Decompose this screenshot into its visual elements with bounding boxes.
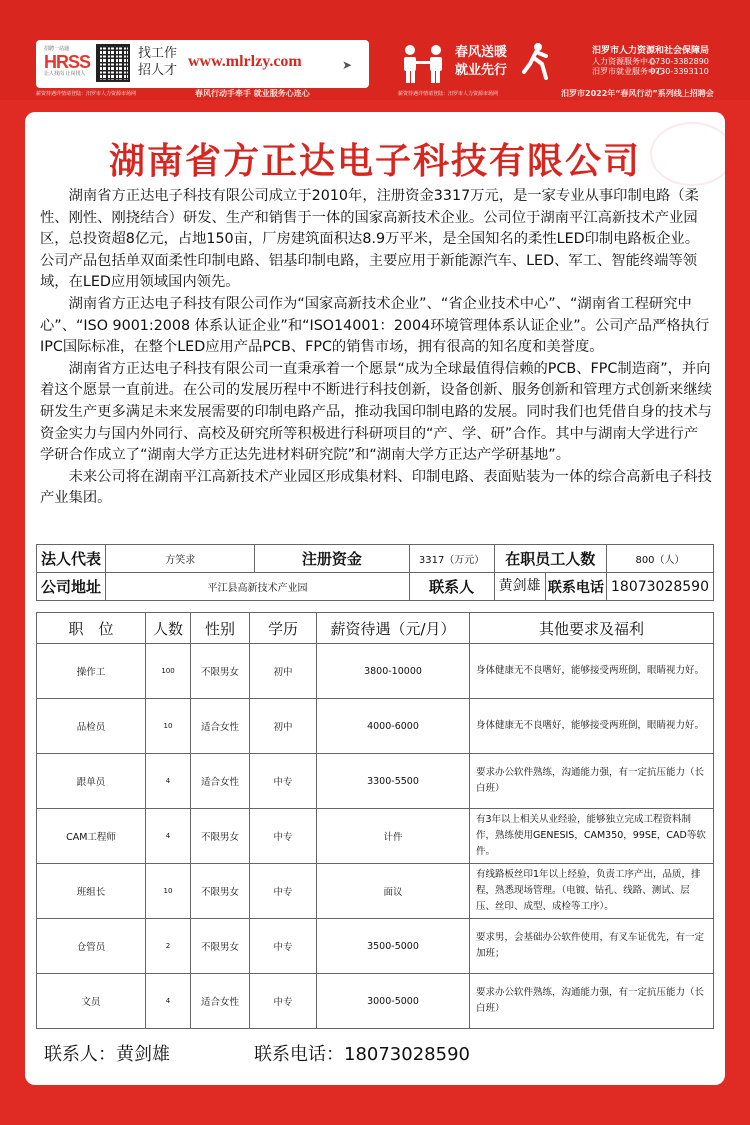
logo-small-text: 招聘一站通 xyxy=(44,46,70,52)
cursor-icon: ➤ xyxy=(342,58,353,72)
hrss-logo xyxy=(44,46,94,82)
col-header-gender: 性别 xyxy=(191,613,250,644)
job-salary: 3000-5000 xyxy=(317,974,470,1029)
contact-label: 联系人 xyxy=(409,573,494,601)
contact-cell xyxy=(494,573,606,601)
job-education: 中专 xyxy=(250,864,317,919)
logo-big-text: HRSS xyxy=(44,52,91,72)
job-requirements: 有3年以上相关从业经验，能够独立完成工程资料制作，熟练使用GENESIS，CAM350，99SE，CAD等软件。 xyxy=(470,809,714,864)
job-position: 文员 xyxy=(37,974,146,1029)
job-salary: 3500-5000 xyxy=(317,919,470,974)
job-education: 中专 xyxy=(250,754,317,809)
job-position: 仓管员 xyxy=(37,919,146,974)
job-position: CAM工程师 xyxy=(37,809,146,864)
job-gender: 适合女性 xyxy=(191,974,250,1029)
footer-contact xyxy=(44,1040,470,1066)
intro-paragraph: 湖南省方正达电子科技有限公司成立于2010年，注册资金3317万元，是一家专业从事印制电路（柔性、刚性、刚挠结合）研发、生产和销售于一体的国家高新技术企业。公司位于湖南平江高新技术产业园区，总投资超8亿元，占地150亩，厂房建筑面积达8.9万平米，是全国知名的柔性LED印制电路板企业。公司产品包括单双面柔性印制电路、铝基印制电路，主要应用于新能源汽车、LED、军工、智能终端等领域，在LED应用领域国内领先。 xyxy=(40,188,699,291)
sub-caption-left: 薪资待遇详情请登陆：汨罗市人力资源市场网 xyxy=(36,91,137,97)
job-position: 班组长 xyxy=(37,864,146,919)
job-gender: 不限男女 xyxy=(191,809,250,864)
job-salary: 4000-6000 xyxy=(317,699,470,754)
jobs-table xyxy=(36,612,714,1029)
qr-code-icon xyxy=(96,44,130,82)
col-header-salary: 薪资待遇（元/月） xyxy=(317,613,470,644)
job-count: 2 xyxy=(146,919,191,974)
col-header-count: 人数 xyxy=(146,613,191,644)
job-requirements: 身体健康无不良嗜好，能够接受两班倒，眼睛视力好。 xyxy=(470,699,714,754)
job-requirements: 有线路板丝印1年以上经验，负责工序产出，品质，排程，熟悉现场管理。（电镀、钻孔、线路、测试、层压、丝印、成型、成检等工序）。 xyxy=(470,864,714,919)
recruit-banner xyxy=(36,40,369,88)
job-requirements: 要求办公软件熟练，沟通能力强，有一定抗压能力（长白班） xyxy=(470,754,714,809)
job-requirements: 要求办公软件熟练，沟通能力强，有一定抗压能力（长白班） xyxy=(470,974,714,1029)
recruit-text: 找工作 招人才 xyxy=(138,46,178,78)
capital-label: 注册资金 xyxy=(255,545,410,573)
job-position: 操作工 xyxy=(37,644,146,699)
job-education: 中专 xyxy=(250,974,317,1029)
jobs-header-row xyxy=(37,613,714,644)
spring-slogan: 春风送暖 就业先行 xyxy=(455,45,508,78)
job-row xyxy=(37,864,714,919)
runner-icon xyxy=(520,42,552,82)
footer-contact-person: 联系人：黄剑雄 xyxy=(44,1044,170,1065)
job-position: 跟单员 xyxy=(37,754,146,809)
intro-paragraph: 湖南省方正达电子科技有限公司一直秉承着一个愿景“成为全球最值得信赖的PCB、FPC制造商”，并向着这个愿景一直前进。在公司的发展历程中不断进行科技创新，设备创新、服务创新和管理方式创新来继续研发生产更多满足未来发展需要的印制电路产品，推动我国印制电路的发展。同时我们也凭借自身的技术与资金实力与国内外同行、高校及研究所等积极进行科研项目的“产、学、研”合作。其中与湖南大学进行产学研合作成立了“湖南大学方正达先进材料研究院”和“湖南大学方正达产学研基地”。 xyxy=(40,360,712,464)
col-header-position: 职 位 xyxy=(37,613,146,644)
sub-caption-right: 薪资待遇详情请登陆：汨罗市人力资源市场网 xyxy=(398,91,499,97)
intro-paragraph: 湖南省方正达电子科技有限公司作为“国家高新技术企业”、“省企业技术中心”、“湖南省工程研究中心”、“ISO 9001:2008 体系认证企业”和“ISO14001：2004环境管理体系认证企业”。公司产品严格执行IPC国际标准，在整个LED应用产品PCB、FPC的销售市场，拥有很高的知名度和美誉度。 xyxy=(40,295,710,356)
website-link[interactable]: www.mlrlzy.com xyxy=(188,53,302,70)
bureau-info: 汨罗市人力资源和社会保障局 人力资源服务中心0730-3382890 汨罗市就业服务中心0730-3393110 xyxy=(592,46,710,76)
intro-paragraph: 未来公司将在湖南平江高新技术产业园区形成集材料、印制电路、表面贴装为一体的综合高新电子科技产业集团。 xyxy=(40,468,712,507)
contact-value: 黄剑雄 xyxy=(495,573,546,600)
legal-rep-value: 方笑求 xyxy=(106,545,255,573)
job-gender: 不限男女 xyxy=(191,864,250,919)
capital-value: 3317（万元） xyxy=(409,545,494,573)
staff-label: 在职员工人数 xyxy=(494,545,606,573)
job-salary: 3300-5500 xyxy=(317,754,470,809)
handshake-icon xyxy=(398,44,448,84)
job-gender: 适合女性 xyxy=(191,699,250,754)
sub-caption-mid: 春风行动手牵手 就业服务心连心 xyxy=(195,89,310,98)
job-education: 中专 xyxy=(250,919,317,974)
legal-rep-label: 法人代表 xyxy=(37,545,106,573)
job-row xyxy=(37,919,714,974)
col-header-education: 学历 xyxy=(250,613,317,644)
company-intro xyxy=(40,186,712,510)
logo-sub-text: 让人找岗 让岗找人 xyxy=(44,71,86,77)
job-gender: 适合女性 xyxy=(191,754,250,809)
job-count: 4 xyxy=(146,754,191,809)
job-salary: 面议 xyxy=(317,864,470,919)
job-count: 4 xyxy=(146,809,191,864)
job-row xyxy=(37,754,714,809)
address-label: 公司地址 xyxy=(37,573,106,601)
job-count: 10 xyxy=(146,864,191,919)
phone-value: 18073028590 xyxy=(607,573,714,601)
footer-contact-phone: 联系电话：18073028590 xyxy=(254,1044,470,1065)
col-header-requirements: 其他要求及福利 xyxy=(470,613,714,644)
job-row xyxy=(37,699,714,754)
company-info-table xyxy=(36,544,714,601)
job-gender: 不限男女 xyxy=(191,644,250,699)
job-requirements: 要求男，会基础办公软件使用，有叉车证优先，有一定加班； xyxy=(470,919,714,974)
staff-value: 800（人） xyxy=(607,545,714,573)
phone-label: 联系电话 xyxy=(547,579,604,596)
address-value: 平江县高新技术产业园 xyxy=(106,573,409,601)
job-row xyxy=(37,809,714,864)
job-count: 10 xyxy=(146,699,191,754)
job-education: 初中 xyxy=(250,644,317,699)
company-title: 湖南省方正达电子科技有限公司 xyxy=(108,141,641,182)
sub-caption-campaign: 汨罗市2022年“春风行动”系列线上招聘会 xyxy=(561,89,714,98)
job-gender: 不限男女 xyxy=(191,919,250,974)
job-count: 100 xyxy=(146,644,191,699)
job-salary: 3800-10000 xyxy=(317,644,470,699)
job-education: 中专 xyxy=(250,809,317,864)
job-row xyxy=(37,644,714,699)
job-position: 品检员 xyxy=(37,699,146,754)
job-count: 4 xyxy=(146,974,191,1029)
job-requirements: 身体健康无不良嗜好，能够接受两班倒，眼睛视力好。 xyxy=(470,644,714,699)
job-salary: 计件 xyxy=(317,809,470,864)
job-education: 初中 xyxy=(250,699,317,754)
job-row xyxy=(37,974,714,1029)
